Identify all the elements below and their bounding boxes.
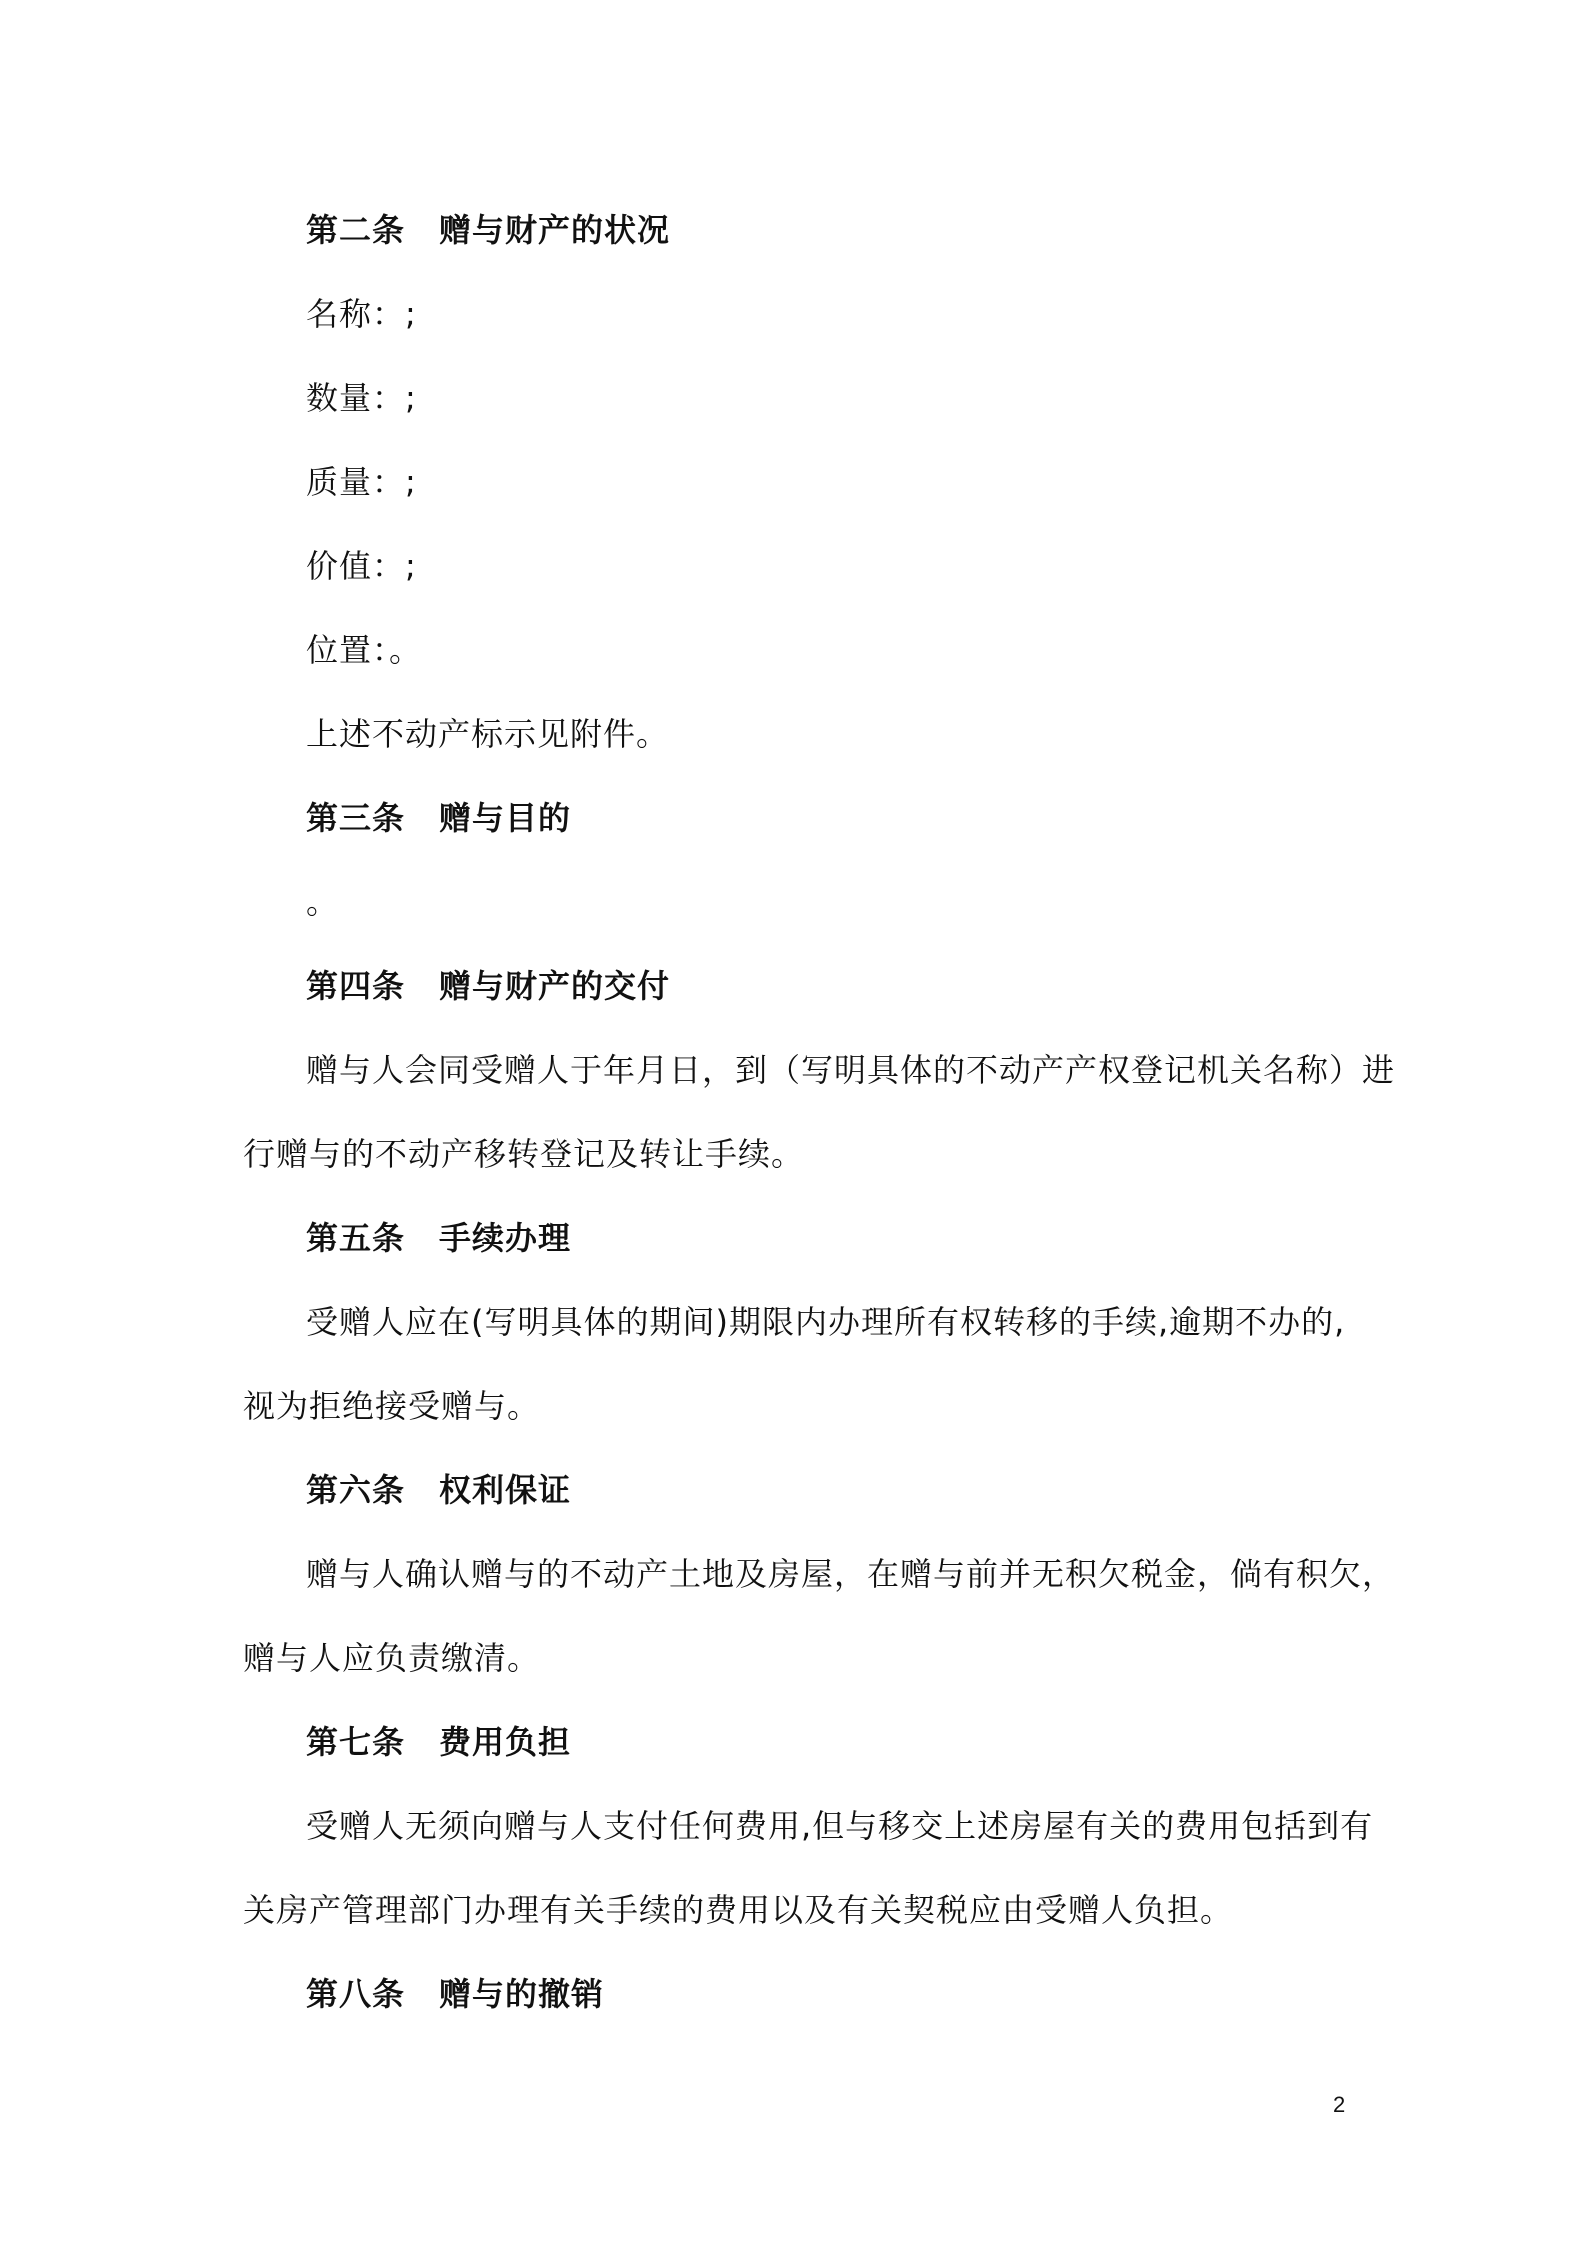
article-5-heading xyxy=(306,1218,571,1258)
article-3-body: 。 xyxy=(306,883,340,921)
article-6-heading xyxy=(306,1470,571,1510)
article-4-number: 第四条 xyxy=(306,967,406,1005)
article-5-title: 手续办理 xyxy=(439,1219,572,1257)
article-4-heading xyxy=(306,966,670,1006)
article-7-title: 费用负担 xyxy=(439,1723,572,1761)
article-3-heading xyxy=(306,798,571,838)
article-4-body-line-1: 赠与人会同受赠人于年月日，到（写明具体的不动产产权登记机关名称）进 xyxy=(306,1051,1396,1089)
article-2-note: 上述不动产标示见附件。 xyxy=(306,715,670,753)
field-name: 名称：; xyxy=(306,295,417,333)
article-6-body-line-1: 赠与人确认赠与的不动产土地及房屋，在赠与前并无积欠税金，倘有积欠， xyxy=(306,1555,1396,1593)
article-3-title: 赠与目的 xyxy=(439,799,572,837)
article-5-body-line-2: 视为拒绝接受赠与。 xyxy=(243,1387,541,1425)
article-8-title: 赠与的撤销 xyxy=(439,1975,605,2013)
field-quality: 质量：; xyxy=(306,463,417,501)
field-quantity: 数量：; xyxy=(306,379,417,417)
article-4-title: 赠与财产的交付 xyxy=(439,967,671,1005)
article-7-body-line-1: 受赠人无须向赠与人支付任何费用,但与移交上述房屋有关的费用包括到有 xyxy=(306,1807,1374,1845)
field-location: 位置：。 xyxy=(306,631,423,669)
article-2-title: 赠与财产的状况 xyxy=(439,211,671,249)
article-6-title: 权利保证 xyxy=(439,1471,572,1509)
article-2-number: 第二条 xyxy=(306,211,406,249)
article-4-body-line-2: 行赠与的不动产移转登记及转让手续。 xyxy=(243,1135,805,1173)
article-3-number: 第三条 xyxy=(306,799,406,837)
field-value: 价值：; xyxy=(306,547,417,585)
article-2-heading xyxy=(306,210,670,250)
article-5-body-line-1: 受赠人应在(写明具体的期间)期限内办理所有权转移的手续,逾期不办的, xyxy=(306,1303,1346,1341)
page-number: 2 xyxy=(1333,2092,1346,2117)
article-7-number: 第七条 xyxy=(306,1723,406,1761)
article-5-number: 第五条 xyxy=(306,1219,406,1257)
article-6-body-line-2: 赠与人应负责缴清。 xyxy=(243,1639,541,1677)
article-6-number: 第六条 xyxy=(306,1471,406,1509)
article-7-heading xyxy=(306,1722,571,1762)
article-7-body-line-2: 关房产管理部门办理有关手续的费用以及有关契税应由受赠人负担。 xyxy=(243,1891,1234,1929)
article-8-number: 第八条 xyxy=(306,1975,406,2013)
article-8-heading xyxy=(306,1974,604,2014)
